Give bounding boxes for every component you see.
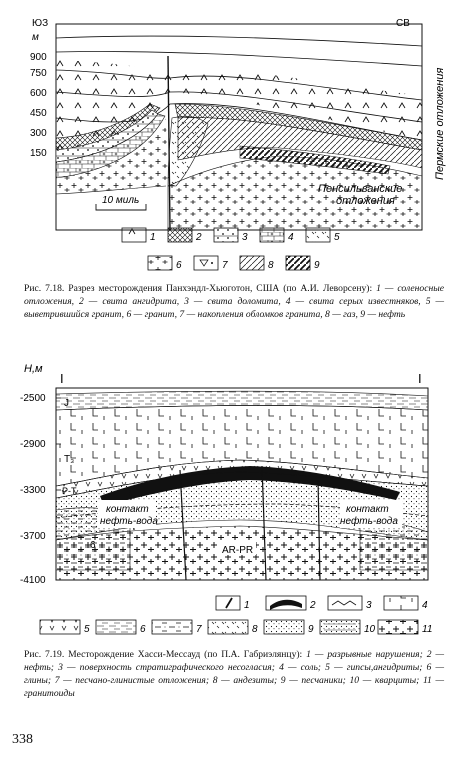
legend-number: 11 [422,624,433,635]
fig2-basement-label: AR-PR [222,545,254,556]
fig2-unit-label-pt: P-T [62,486,77,496]
fig2-contact-label-right-2: нефть-вода [340,516,398,527]
fig2-marker-left: I [60,371,64,386]
legend-number: 3 [366,600,372,611]
legend-number: 4 [288,232,294,243]
legend-number: 5 [334,232,340,243]
legend-swatch-andesite [208,620,248,634]
legend-swatch-granitoid [378,620,418,634]
legend-swatch-granite [148,256,172,270]
caption2-title: Рис. 7.19. Месторождение Хасси-Мессауд (по П.А. Габриэлянцу): [24,649,303,660]
fig2-depth-label: -3700 [20,531,46,542]
legend-swatch-gas [240,256,264,270]
fig2-contact-label-left: контакт [106,504,149,515]
legend-number: 10 [364,624,376,635]
legend-number: 9 [308,624,314,635]
fig1-corner-ne: СВ [396,18,410,29]
fig2-contact-label-left-2: нефть-вода [100,516,158,527]
fig1-depth-label: 750 [30,68,47,79]
fig2-legend [40,596,432,635]
legend-swatch-weathered-granite [306,228,330,242]
fig1-depth-label: 600 [30,88,47,99]
fig2-contact-label-right: контакт [346,504,389,515]
caption1-body: 1 — соленосные отложения, 2 — свита ангидрита, 3 — свита доломита, 4 — свита серых известняков, 5 — выветрившийся гранит, 6 — гранит, 7 — накопления обломков гранита, 8 — газ, 9 — нефть [24,283,444,320]
legend-number: 7 [222,260,228,271]
legend-swatch-salt [122,228,146,242]
legend-number: 5 [84,624,90,635]
fig1-unit-label: м [32,32,39,43]
legend-number: 7 [196,624,202,635]
legend-number: 6 [140,624,146,635]
fig2-unit-label-6: 6 [90,540,96,551]
legend-number: 2 [310,600,316,611]
fig1-depth-ticks [30,52,47,159]
legend-number: 8 [252,624,258,635]
fig2-axis-label: Н,м [24,363,43,375]
legend-swatch-unconformity [328,596,362,610]
fig1-scale-label: 10 миль [102,195,140,206]
caption2-body: 1 — разрывные нарушения; 2 — нефть; 3 — поверхность стратиграфического несогласия; 4 — соль; 5 — гипсы,ангидриты; 6 — глины; 7 — песчано-глинистые отложения; 8 — андезиты; 9 — песчаники; 10 — кварциты; 11 — гранитоиды [24,649,445,699]
legend-swatch-dolomite [214,228,238,242]
legend-swatch-gypsum [40,620,80,634]
fig1-corner-sw: ЮЗ [32,18,49,29]
legend-number: 6 [176,260,182,271]
fig1-depth-label: 300 [30,128,47,139]
legend-swatch-clay [96,620,136,634]
fig1-pennsylvanian-label-2: отложения [336,195,395,207]
fig2-depth-label: -4100 [20,575,46,586]
legend-number: 8 [268,260,274,271]
fig1-pennsylvanian-label: Пенсильванские [318,183,403,195]
legend-number: 2 [196,232,202,243]
legend-number: 4 [422,600,428,611]
fig1-permian-label: Пермские отложения [434,67,446,180]
fig1-depth-label: 450 [30,108,47,119]
legend-swatch-salt [384,596,418,610]
figure-7-18-caption [24,282,444,321]
legend-number: 1 [150,232,156,243]
legend-swatch-oil [286,256,310,270]
fig2-depth-label: -2500 [20,393,46,404]
legend-number: 9 [314,260,320,271]
fig1-depth-label: 150 [30,148,47,159]
fig2-depth-label: -2900 [20,439,46,450]
fig2-depth-ticks [20,393,46,586]
fig2-depth-label: -3300 [20,485,46,496]
legend-swatch-anhydrite [168,228,192,242]
caption1-title: Рис. 7.18. Разрез месторождения Панхэндл-Хьюготон, США (по А.И. Леворсену): [24,283,373,294]
fig2-unit-label-j: J [64,398,69,409]
page-number: 338 [12,732,33,747]
fig2-unit-label-t3: T₃ [64,454,75,465]
legend-swatch-sandy-clay [152,620,192,634]
legend-number: 1 [244,600,250,611]
fig1-depth-label: 900 [30,52,47,63]
legend-swatch-quartzite [320,620,360,634]
legend-swatch-limestone [260,228,284,242]
fig2-marker-right: I [418,371,422,386]
fig1-legend [122,228,340,271]
legend-swatch-sandstone [264,620,304,634]
figure-7-19-caption [24,648,444,700]
legend-number: 3 [242,232,248,243]
